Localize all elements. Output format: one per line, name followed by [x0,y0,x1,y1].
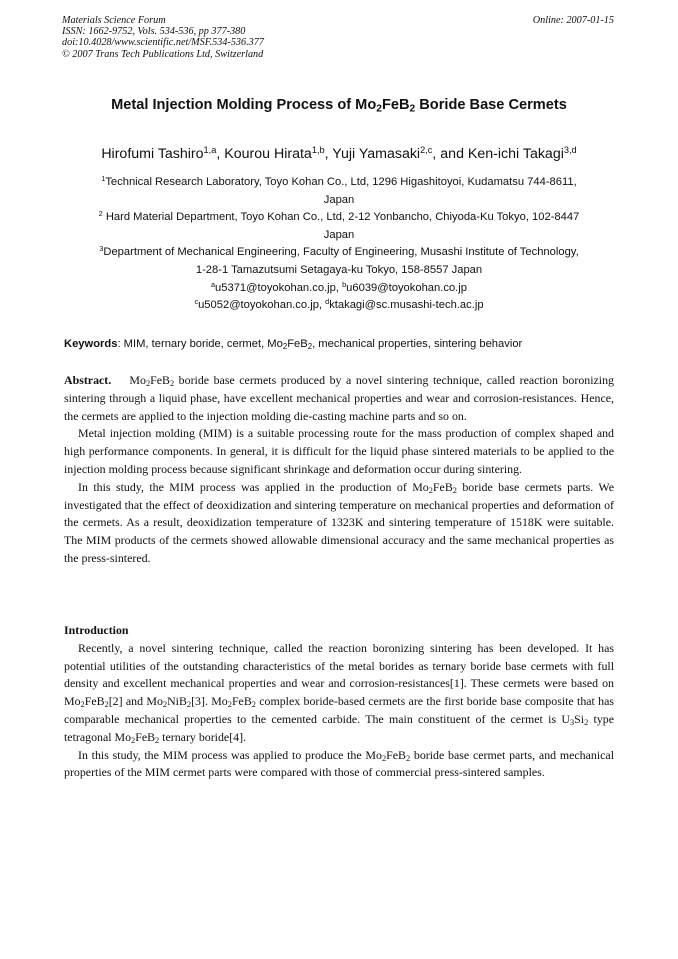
author-name: Ken-ichi Takagi [467,146,564,162]
author-name: Yuji Yamasaki [332,146,421,162]
keywords-label: Keywords [64,338,118,350]
abstract-section [64,372,614,568]
abstract-paragraph-1: Abstract. $Mo_2FeB_2$ boride base cermets produced by a novel sintering technique, called reaction boronizing sintering through a liquid phase, have excellent mechanical properties and wear and corrosion-resistances. Hence, the cermets are applied to the injection molding die-casting machine parts and so on. [64,373,614,423]
keywords: Keywords: MIM, ternary boride, cermet, $Mo_2FeB_2$, mechanical properties, sintering behavior [64,338,523,351]
online-date-header [533,15,614,26]
affiliation-3-address: 1-28-1 Tamazutsumi Setagaya-ku Tokyo, 158-8557 Japan [195,263,483,276]
email-line-2: $^c$u5052@toyokohan.co.jp, $^d$ktakagi@sc.musashi-tech.ac.jp [194,297,484,312]
introduction-paragraph-2: In this study, the MIM process was applied to produce the $Mo_2FeB_2$ boride base cermet parts, and mechanical properties of the MIM cermet parts were compared with those of commercial press-sintered samples. [64,747,615,780]
abstract-paragraph-3: In this study, the MIM process was applied in the production of $Mo_2FeB_2$ boride base cermets parts. We investigated that the effect of deoxidization and sintering temperature on mechanical properties and deformation of the cermets. As a result, deoxidization temperature of 1323K and sintering temperature of 1518K were suitable. The MIM products of the cermets showed allowable dimensional accuracy and the same mechanical properties as the press-sintered. [64,479,614,565]
author-name: Hirofumi Tashiro [101,146,204,162]
introduction-section [64,622,614,782]
issn-line: ISSN: 1662-9752, Vols. 534-536, pp 377-380 [62,26,246,38]
affiliation-1-country: Japan [323,193,355,206]
email-line-1: $^a$u5371@toyokohan.co.jp, $^b$u6039@toyokohan.co.jp [211,279,467,294]
online-date: Online: 2007-01-15 [532,15,614,26]
affiliation-3: $^3$Department of Mechanical Engineering, Faculty of Engineering, Musashi Institute of Technology, [99,244,579,259]
journal-name: Materials Science Forum [62,15,166,26]
introduction-heading: Introduction [64,623,129,637]
affiliation-2: $^2$ Hard Material Department, Toyo Kohan Co., Ltd, 2-12 Yonbancho, Chiyoda-Ku Tokyo, 102-8447 [98,209,580,224]
affiliation-2-country: Japan [323,228,355,241]
affiliations [40,174,638,315]
journal-header [62,15,264,60]
affiliation-1: $^1$Technical Research Laboratory, Toyo Kohan Co., Ltd, 1296 Higashitoyoi, Kudamatsu 744-8611, [101,174,577,188]
abstract-label: Abstract. [64,373,112,387]
author-list: Hirofumi Tashiro$^{1,a}$, Kourou Hirata$^{1,b}$, Yuji Yamasaki$^{2,c}$, and Ken-ichi Takagi$^{3,d}$ [101,144,577,162]
introduction-paragraph-1: Recently, a novel sintering technique, called the reaction boronizing sintering has been developed. It has potential utilities of the outstanding characteristics of the metal borides as ternary boride base cermets with full density and excellent mechanical properties and wear and corrosion-resistances[1]. These cermets were based on $Mo_2FeB_2[2]$ and $Mo_2NiB_2[3]$. $Mo_2FeB_2$ complex boride-based cermets are the first boride base composite that has comparable mechanical properties to the cemented carbide. The main constituent of the cermet is $U_3Si_2$ type tetragonal $Mo_2FeB_2$ ternary boride[4]. [64,640,615,745]
abstract-paragraph-2: Metal injection molding (MIM) is a suitable processing route for the mass production of complex shaped and high performance components. In general, it is difficult for the liquid phase sintered materials to be applied to the injection molding process because significant shrinkage and deformation occur during sintering. [64,426,614,476]
copyright-line: © 2007 Trans Tech Publications Ltd, Switzerland [62,48,264,60]
author-name: Kourou Hirata [224,146,312,162]
paper-title: Metal Injection Molding Process of $Mo_2FeB_2$ Boride Base Cermets [111,97,567,115]
doi-line: doi:10.4028/www.scientific.net/MSF.534-536.377 [62,37,264,49]
